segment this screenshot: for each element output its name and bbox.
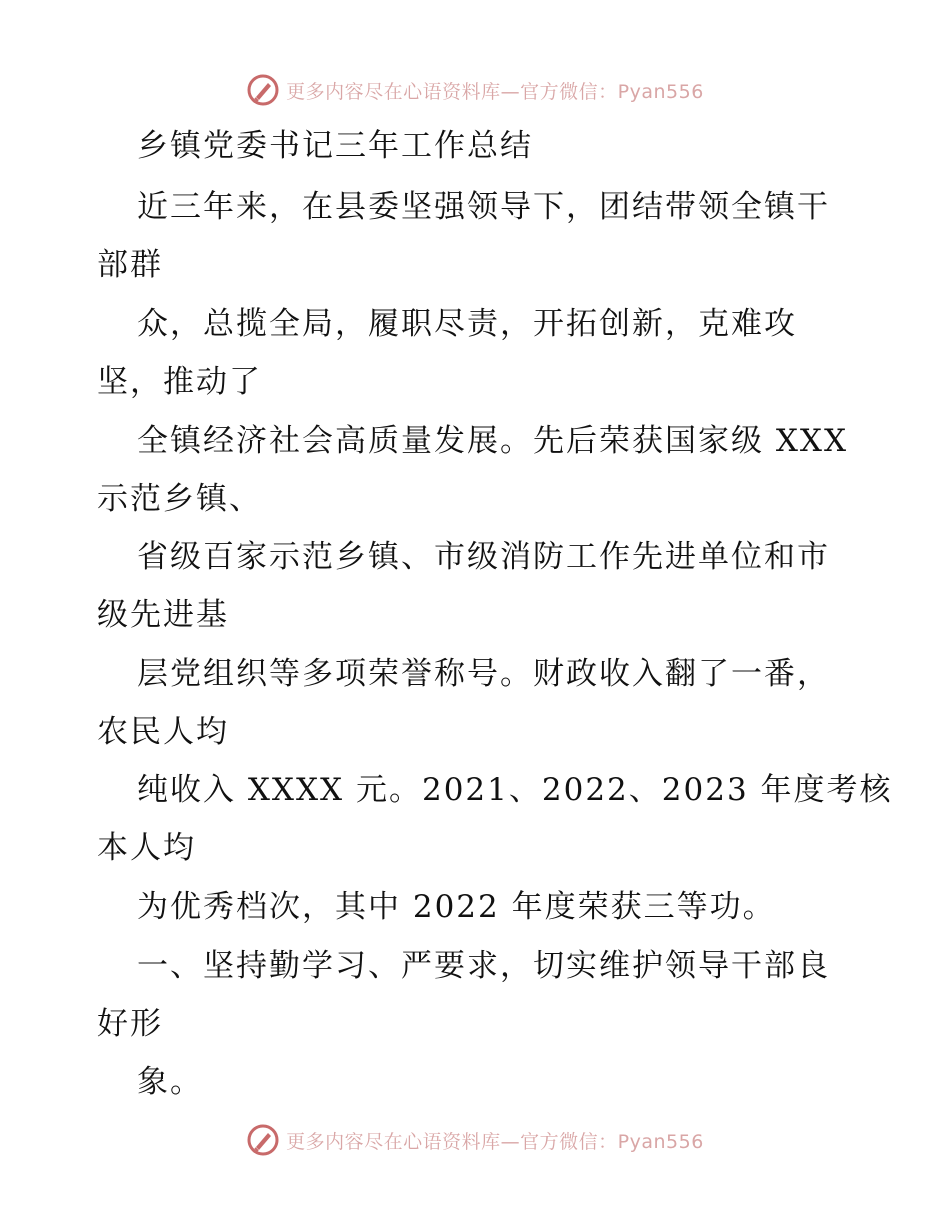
- footer-watermark: [0, 1120, 950, 1160]
- pen-seal-icon: [246, 1123, 280, 1157]
- paragraph-line: 坚，推动了: [97, 364, 262, 400]
- header-watermark: [0, 70, 950, 110]
- paragraph-line: 农民人均: [97, 714, 229, 750]
- section-heading-line: 一、坚持勤学习、严要求，切实维护领导干部良: [137, 948, 830, 984]
- paragraph-line: 好形: [97, 1006, 163, 1042]
- paragraph-line: 众，总揽全局，履职尽责，开拓创新，克难攻: [137, 306, 797, 342]
- paragraph-line: 层党组织等多项荣誉称号。财政收入翻了一番，: [137, 656, 830, 692]
- paragraph-line: 本人均: [97, 830, 196, 866]
- paragraph-line: 全镇经济社会高质量发展。先后荣获国家级 XXX: [137, 423, 849, 459]
- paragraph-line: 为优秀档次，其中 2022 年度荣获三等功。: [137, 889, 776, 925]
- document-title: 乡镇党委书记三年工作总结: [137, 128, 533, 164]
- pen-seal-icon: [246, 73, 280, 107]
- watermark-text: 更多内容尽在心语资料库—官方微信：Pyan556: [286, 80, 704, 103]
- paragraph-line: 级先进基: [97, 597, 229, 633]
- paragraph-line: 纯收入 XXXX 元。2021、2022、2023 年度考核: [137, 772, 893, 808]
- paragraph-line: 近三年来，在县委坚强领导下，团结带领全镇干: [137, 189, 830, 225]
- paragraph-line: 象。: [137, 1064, 203, 1100]
- paragraph-line: 省级百家示范乡镇、市级消防工作先进单位和市: [137, 539, 830, 575]
- watermark-text: 更多内容尽在心语资料库—官方微信：Pyan556: [286, 1130, 704, 1153]
- paragraph-line: 示范乡镇、: [97, 481, 262, 517]
- paragraph-line: 部群: [97, 247, 163, 283]
